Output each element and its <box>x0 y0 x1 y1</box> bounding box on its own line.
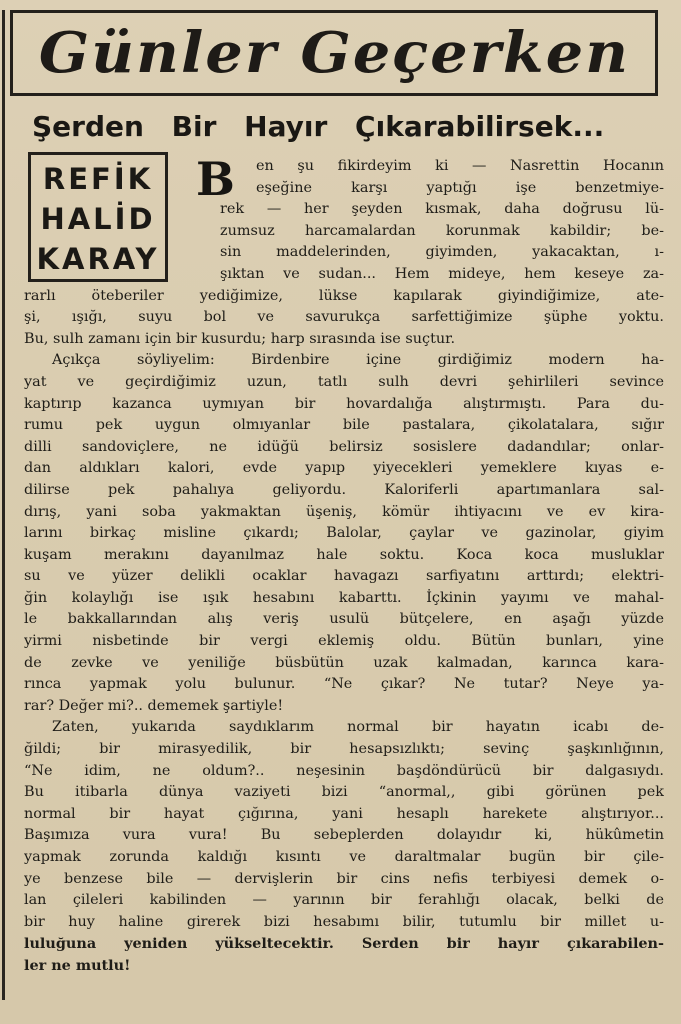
text-line: rar? Değer mi?.. dememek şartiyle! <box>24 697 284 714</box>
article-body <box>24 152 664 977</box>
text-line: rarlı öteberiler yediğimize, lükse kapılarak giyindiğimize, ate- <box>24 287 664 304</box>
masthead-title: Günler Geçerken <box>38 20 630 86</box>
text-line: kuşam merakını dayanılmaz hale soktu. Koca koca musluklar <box>24 546 664 563</box>
text-line: rınca yapmak yolu bulunur. “Ne çıkar? Ne tutar? Neye ya- <box>24 676 664 693</box>
text-line: su ve yüzer delikli ocaklar havagazı sarfiyatını arttırdı; elektri- <box>24 568 664 585</box>
text-line: luluğuna yeniden yükseltecektir. Serden bir hayır çıkarabilen- <box>24 935 664 953</box>
text-line: de zevke ve yeniliğe büsbütün uzak kalmadan, karınca kara- <box>24 654 664 671</box>
text-line: şıktan ve sudan... Hem mideye, hem keseye za- <box>220 265 664 282</box>
text-line: zumsuz harcamalardan korunmak kabildir; be- <box>220 222 664 239</box>
text-line: rumu pek uygun olmıyanlar bile pastalara, çikolatalara, sığır <box>24 417 664 434</box>
text-line: Açıkça söyliyelim: Birdenbire içine girdiğimiz modern ha- <box>52 352 664 369</box>
drop-cap: B <box>196 152 235 206</box>
column-masthead <box>10 10 658 96</box>
text-line: ye benzese bile — dervişlerin bir cins nefis terbiyesi demek o- <box>24 870 664 887</box>
text-line: şi, ışığı, suyu bol ve savurukça sarfettiğimize şüphe yoktu. <box>24 309 664 326</box>
column-rule <box>2 10 5 1000</box>
author-line: REFİK <box>42 161 154 196</box>
text-line: “Ne idim, ne oldum?.. neşesinin başdöndürücü bir dalgasıydı. <box>24 762 664 779</box>
text-line: lan çileleri kabilinden — yarının bir ferahlığı olacak, belki de <box>24 892 664 909</box>
text-line: Başımıza vura vura! Bu sebeplerden dolayıdır ki, hükûmetin <box>24 827 664 844</box>
article-headline: Şerden Bir Hayır Çıkarabilirsek... <box>32 110 605 143</box>
text-line: eşeğine karşı yaptığı işe benzetmiye- <box>256 179 664 196</box>
text-line: normal bir hayat çığırına, yani hesaplı harekete alıştırıyor... <box>24 805 664 822</box>
text-line: bir huy haline girerek bizi hesabımı bilir, tutumlu bir millet u- <box>24 913 664 930</box>
text-line: dan aldıkları kalori, evde yapıp yiyecekleri yemeklere kıyas e- <box>24 460 664 477</box>
text-line: en şu fikirdeyim ki — Nasrettin Hocanın <box>256 158 664 174</box>
text-line: ğildi; bir mirasyedilik, bir hesapsızlıktı; sevinç şaşkınlığının, <box>24 741 664 758</box>
text-line: Bu itibarla dünya vaziyeti bizi “anormal,, gibi görünen pek <box>24 784 664 801</box>
text-line: larını birkaç misline çıkardı; Balolar, çaylar ve gazinolar, giyim <box>24 525 664 542</box>
text-line: Bu, sulh zamanı için bir kusurdu; harp sırasında ise suçtur. <box>24 330 456 347</box>
text-line: sin maddelerinden, giyimden, yakacaktan, ı- <box>220 244 664 261</box>
text-line: le bakkallarından alış veriş usulü bütçelere, en aşağı yüzde <box>24 611 664 628</box>
text-line: yat ve geçirdiğimiz uzun, tatlı sulh devri şehirlileri sevince <box>24 373 664 390</box>
text-line: ğin kolaylığı ise ışık hesabını kabarttı. İçkinin yayımı ve mahal- <box>24 589 664 606</box>
text-line: dilli sandoviçlere, ne idüğü belirsiz sosislere dadandılar; onlar- <box>24 438 664 455</box>
text-line: yapmak zorunda kaldığı kısıntı ve daraltmalar bugün bir çile- <box>24 849 664 865</box>
text-line: kaptırıp kazanca uymıyan bir hovardalığa alıştırmıştı. Para du- <box>24 395 664 412</box>
text-line: ler ne mutlu! <box>24 956 131 974</box>
text-line: dırış, yani soba yakmaktan üşeniş, kömür ihtiyacını ve ev kira- <box>24 503 664 520</box>
text-line: Zaten, yukarıda saydıklarım normal bir hayatın icabı de- <box>52 719 664 736</box>
text-line: yirmi nisbetinde bir vergi eklemiş oldu. Bütün bunları, yine <box>24 633 664 650</box>
text-line: dilirse pek pahalıya geliyordu. Kaloriferli apartımanlara sal- <box>24 481 664 498</box>
author-line: KARAY <box>36 241 160 276</box>
text-line: rek — her şeyden kısmak, daha doğrusu lü- <box>220 201 664 218</box>
author-line: HALİD <box>40 201 156 236</box>
